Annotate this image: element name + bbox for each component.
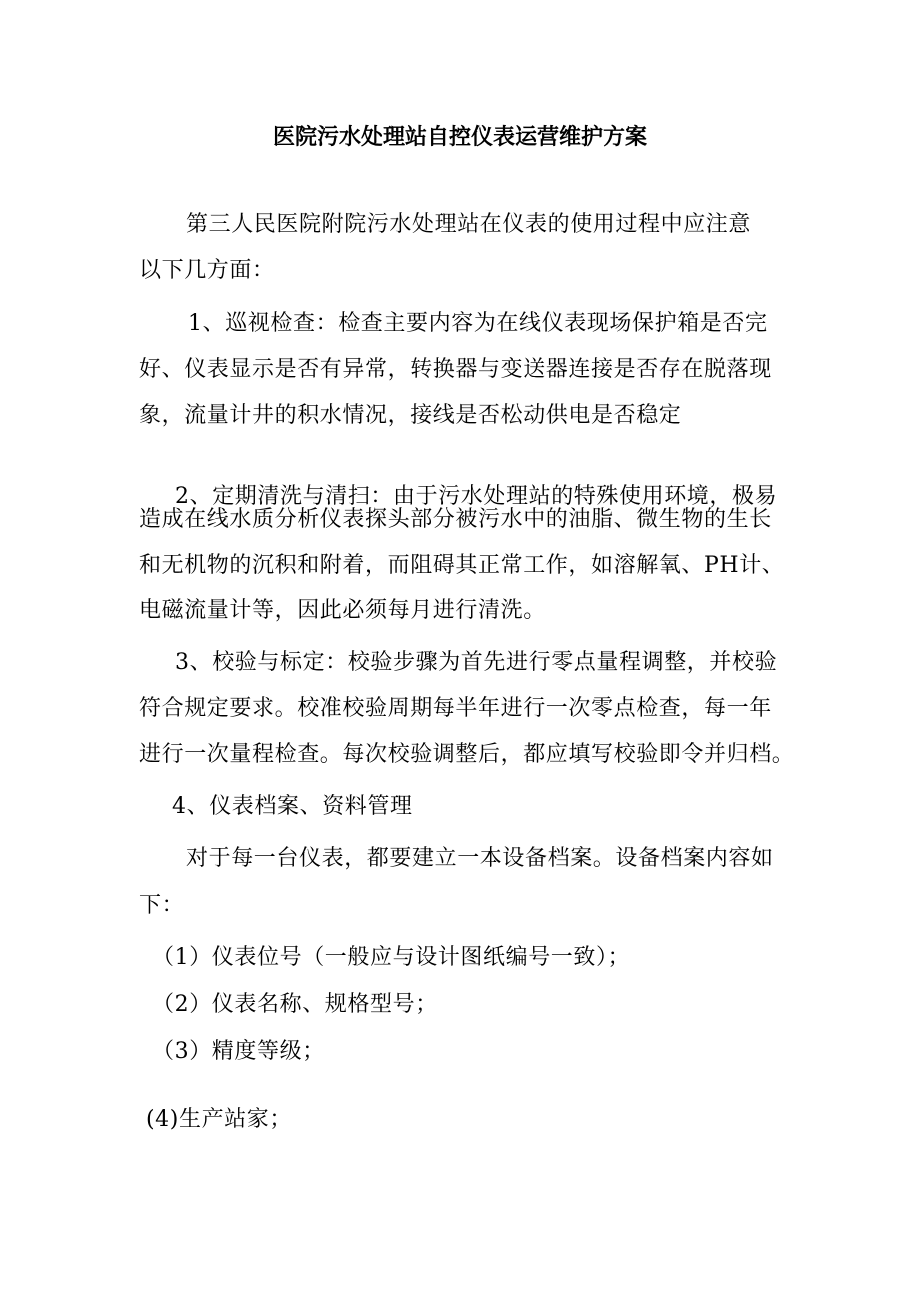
section4-heading: 4、仪表档案、资料管理	[172, 794, 413, 819]
section3-line-3: 进行一次量程检查。每次校验调整后，都应填写校验即令并归档。	[139, 742, 795, 767]
section3-line-1: 3、校验与标定：校验步骤为首先进行零点量程调整，并校验	[175, 650, 778, 675]
section1-line-1: 1、巡视检查：检查主要内容为在线仪表现场保护箱是否完	[188, 311, 768, 336]
list-item-3: （3）精度等级；	[152, 1039, 325, 1064]
list-item-1: （1）仪表位号（一般应与设计图纸编号一致）；	[152, 945, 631, 970]
section1-line-2: 好、仪表显示是否有异常，转换器与变送器连接是否存在脱落现	[139, 357, 772, 382]
section3-line-2: 符合规定要求。校准校验周期每半年进行一次零点检查，每一年	[139, 696, 772, 721]
intro-line-1: 第三人民医院附院污水处理站在仪表的使用过程中应注意	[186, 212, 752, 237]
section2-line-3: 和无机物的沉积和附着，而阻碍其正常工作，如溶解氧、PH计、	[139, 553, 785, 578]
section4-line-2: 下：	[139, 893, 185, 918]
document-title: 医院污水处理站自控仪表运营维护方案	[272, 124, 647, 150]
section2-line-1: 2、定期清洗与清扫：由于污水处理站的特殊使用环境，极易	[175, 484, 778, 509]
section2-line-2: 造成在线水质分析仪表探头部分被污水中的油脂、微生物的生长	[139, 507, 772, 532]
list-item-2: （2）仪表名称、规格型号；	[152, 992, 438, 1017]
section1-line-3: 象，流量计井的积水情况，接线是否松动供电是否稳定	[139, 403, 682, 428]
section4-line-1: 对于每一台仪表，都要建立一本设备档案。设备档案内容如	[186, 846, 774, 871]
section2-line-4: 电磁流量计等，因此必须每月进行清洗。	[139, 598, 546, 623]
list-item-4: (4)生产站家；	[146, 1107, 292, 1132]
intro-line-2: 以下几方面：	[139, 258, 275, 283]
